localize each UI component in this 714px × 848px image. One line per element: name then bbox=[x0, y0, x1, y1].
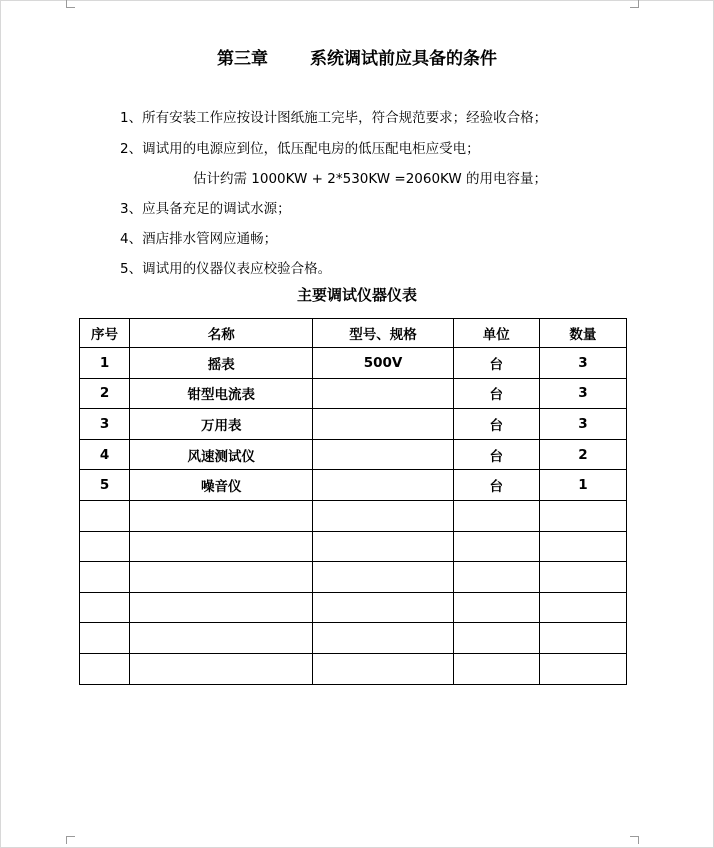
cell-quantity bbox=[539, 562, 626, 593]
condition-item-4: 4、酒店排水管网应通畅； bbox=[120, 231, 278, 247]
cell-quantity: 3 bbox=[539, 409, 626, 440]
cell-name bbox=[130, 562, 313, 593]
cell-model: 500V bbox=[313, 348, 453, 379]
cell-unit bbox=[453, 531, 539, 562]
instrument-table bbox=[79, 318, 627, 685]
cell-model bbox=[313, 562, 453, 593]
table-row bbox=[80, 470, 627, 501]
header-quantity: 数量 bbox=[539, 319, 626, 348]
cell-model bbox=[313, 500, 453, 531]
table-row bbox=[80, 439, 627, 470]
cell-index: 4 bbox=[80, 439, 130, 470]
condition-item-1: 1、所有安装工作应按设计图纸施工完毕，符合规范要求；经验收合格； bbox=[120, 110, 548, 126]
cell-name: 钳型电流表 bbox=[130, 378, 313, 409]
table-row bbox=[80, 409, 627, 440]
cell-model bbox=[313, 653, 453, 684]
table-row bbox=[80, 592, 627, 623]
cell-quantity bbox=[539, 653, 626, 684]
condition-item-2: 2、调试用的电源应到位，低压配电房的低压配电柜应受电； bbox=[120, 141, 480, 157]
cell-index bbox=[80, 562, 130, 593]
cell-name bbox=[130, 592, 313, 623]
header-index: 序号 bbox=[80, 319, 130, 348]
cell-unit: 台 bbox=[453, 378, 539, 409]
cell-unit bbox=[453, 653, 539, 684]
cell-unit: 台 bbox=[453, 439, 539, 470]
cell-index bbox=[80, 592, 130, 623]
cell-index bbox=[80, 531, 130, 562]
table-row bbox=[80, 562, 627, 593]
cell-quantity: 2 bbox=[539, 439, 626, 470]
cell-index bbox=[80, 653, 130, 684]
chapter-heading bbox=[0, 44, 714, 69]
cell-model bbox=[313, 592, 453, 623]
header-name: 名称 bbox=[130, 319, 313, 348]
cell-quantity bbox=[539, 592, 626, 623]
cell-unit: 台 bbox=[453, 470, 539, 501]
table-row bbox=[80, 653, 627, 684]
cell-unit bbox=[453, 500, 539, 531]
cell-index bbox=[80, 623, 130, 654]
cell-name: 噪音仪 bbox=[130, 470, 313, 501]
cell-quantity bbox=[539, 531, 626, 562]
cell-model bbox=[313, 623, 453, 654]
cell-quantity bbox=[539, 500, 626, 531]
cell-name: 风速测试仪 bbox=[130, 439, 313, 470]
cell-model bbox=[313, 470, 453, 501]
crop-mark-bottom-right bbox=[630, 836, 639, 844]
cell-unit: 台 bbox=[453, 348, 539, 379]
chapter-title: 系统调试前应具备的条件 bbox=[310, 49, 497, 69]
table-row bbox=[80, 531, 627, 562]
condition-item-3: 3、应具备充足的调试水源； bbox=[120, 201, 291, 217]
cell-unit: 台 bbox=[453, 409, 539, 440]
cell-model bbox=[313, 378, 453, 409]
cell-model bbox=[313, 531, 453, 562]
cell-index: 3 bbox=[80, 409, 130, 440]
table-row bbox=[80, 348, 627, 379]
cell-name: 摇表 bbox=[130, 348, 313, 379]
table-row bbox=[80, 378, 627, 409]
cell-quantity: 3 bbox=[539, 348, 626, 379]
cell-quantity bbox=[539, 623, 626, 654]
table-header-row bbox=[80, 319, 627, 348]
cell-quantity: 3 bbox=[539, 378, 626, 409]
condition-item-5: 5、调试用的仪器仪表应校验合格。 bbox=[120, 261, 332, 277]
cell-index bbox=[80, 500, 130, 531]
cell-name bbox=[130, 623, 313, 654]
cell-name: 万用表 bbox=[130, 409, 313, 440]
cell-unit bbox=[453, 592, 539, 623]
cell-model bbox=[313, 439, 453, 470]
cell-name bbox=[130, 653, 313, 684]
crop-mark-top-left bbox=[66, 0, 75, 8]
cell-index: 2 bbox=[80, 378, 130, 409]
cell-index: 1 bbox=[80, 348, 130, 379]
cell-model bbox=[313, 409, 453, 440]
header-unit: 单位 bbox=[453, 319, 539, 348]
chapter-number: 第三章 bbox=[217, 49, 268, 69]
cell-index: 5 bbox=[80, 470, 130, 501]
cell-quantity: 1 bbox=[539, 470, 626, 501]
cell-name bbox=[130, 531, 313, 562]
cell-unit bbox=[453, 623, 539, 654]
condition-item-2-detail: 估计约需 1000KW + 2*530KW =2060KW 的用电容量； bbox=[193, 171, 548, 187]
header-model: 型号、规格 bbox=[313, 319, 453, 348]
crop-mark-bottom-left bbox=[66, 836, 75, 844]
crop-mark-top-right bbox=[630, 0, 639, 8]
cell-unit bbox=[453, 562, 539, 593]
table-title: 主要调试仪器仪表 bbox=[296, 286, 417, 304]
cell-name bbox=[130, 500, 313, 531]
table-row bbox=[80, 500, 627, 531]
table-row bbox=[80, 623, 627, 654]
